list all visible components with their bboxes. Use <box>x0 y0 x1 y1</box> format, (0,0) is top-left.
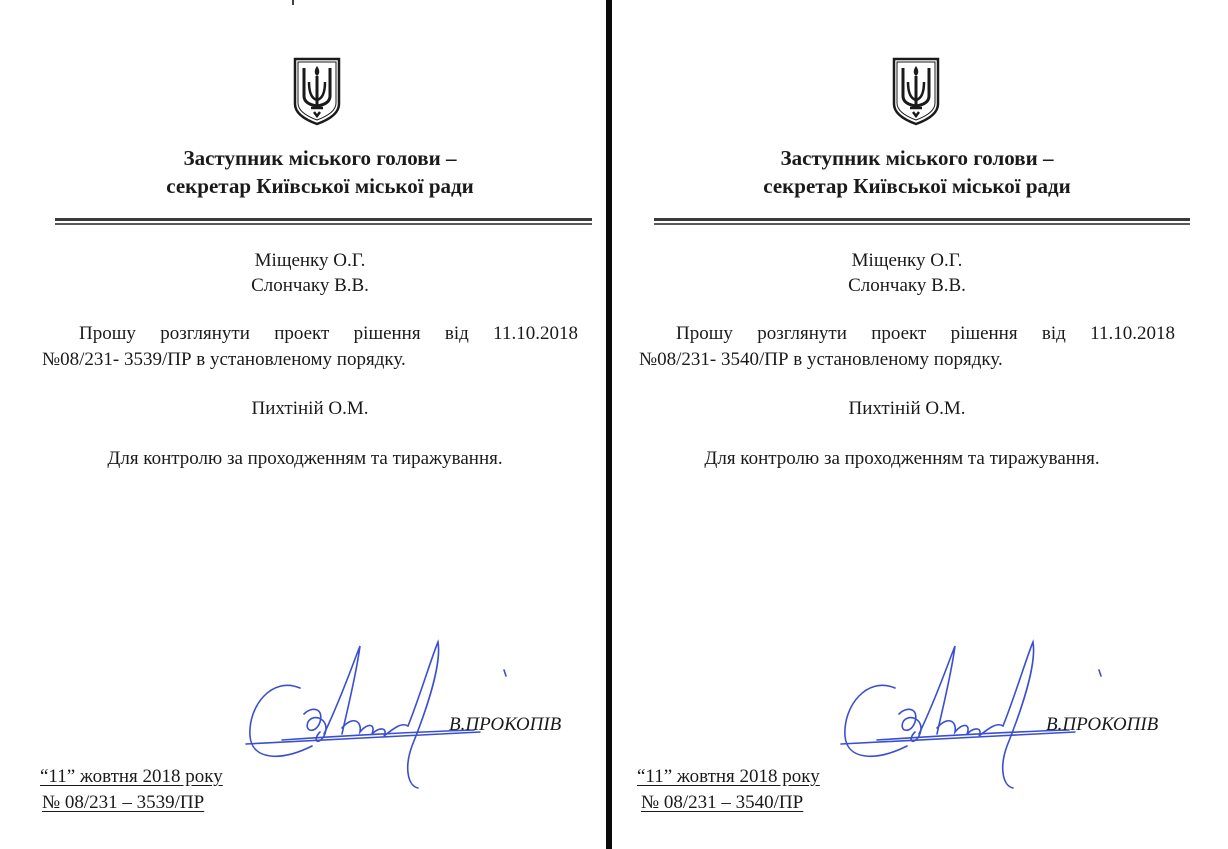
trident-emblem-icon <box>291 56 343 126</box>
signer-name: В.ПРОКОПІВ <box>449 714 562 735</box>
control-note: Для контролю за проходженням та тиражування. <box>704 448 1100 469</box>
heading-line-2: секретар Київської міської ради <box>166 174 474 198</box>
addressees <box>757 248 1057 298</box>
request-word: розглянути <box>757 323 847 344</box>
request-line-2: №08/231- 3540/ПР в установленому порядку. <box>639 349 1003 370</box>
addressee-3: Пихтіній О.М. <box>848 398 966 419</box>
request-word: від <box>444 323 469 344</box>
document-date: “11” жовтня 2018 року <box>40 766 223 787</box>
request-word: розглянути <box>160 323 250 344</box>
request-word: проект <box>871 323 927 344</box>
addressee-1: Міщенку О.Г. <box>254 250 366 271</box>
document-date: “11” жовтня 2018 року <box>637 766 820 787</box>
request-word: проект <box>274 323 330 344</box>
request-word: 11.10.2018 <box>1090 323 1175 344</box>
header-rule <box>654 218 1190 227</box>
document-right <box>612 0 1228 849</box>
addressee-2: Слончаку В.В. <box>251 275 369 296</box>
request-word: 11.10.2018 <box>493 323 578 344</box>
document-heading <box>657 144 1177 200</box>
document-heading <box>60 144 580 200</box>
signer-name: В.ПРОКОПІВ <box>1046 714 1159 735</box>
request-word: рішення <box>353 323 421 344</box>
header-rule <box>55 218 592 227</box>
heading-line-2: секретар Київської міської ради <box>763 174 1071 198</box>
registration-number: № 08/231 – 3540/ПР <box>641 792 804 813</box>
addressees <box>160 248 460 298</box>
request-line-1 <box>42 321 578 347</box>
request-line-1 <box>639 321 1175 347</box>
request-line-2: №08/231- 3539/ПР в установленому порядку. <box>42 349 406 370</box>
scan-speck <box>292 0 294 5</box>
addressee-1: Міщенку О.Г. <box>851 250 963 271</box>
registration-number: № 08/231 – 3539/ПР <box>42 792 205 813</box>
document-left <box>0 0 606 849</box>
heading-line-1: Заступник міського голови – <box>183 146 457 170</box>
request-paragraph <box>639 321 1175 373</box>
addressee-3: Пихтіній О.М. <box>251 398 369 419</box>
request-word: від <box>1041 323 1066 344</box>
request-word: Прошу <box>676 323 733 344</box>
heading-line-1: Заступник міського голови – <box>780 146 1054 170</box>
request-paragraph <box>42 321 578 373</box>
trident-emblem-icon <box>890 56 942 126</box>
request-word: Прошу <box>79 323 136 344</box>
request-word: рішення <box>950 323 1018 344</box>
addressee-2: Слончаку В.В. <box>848 275 966 296</box>
control-note: Для контролю за проходженням та тиражування. <box>107 448 503 469</box>
